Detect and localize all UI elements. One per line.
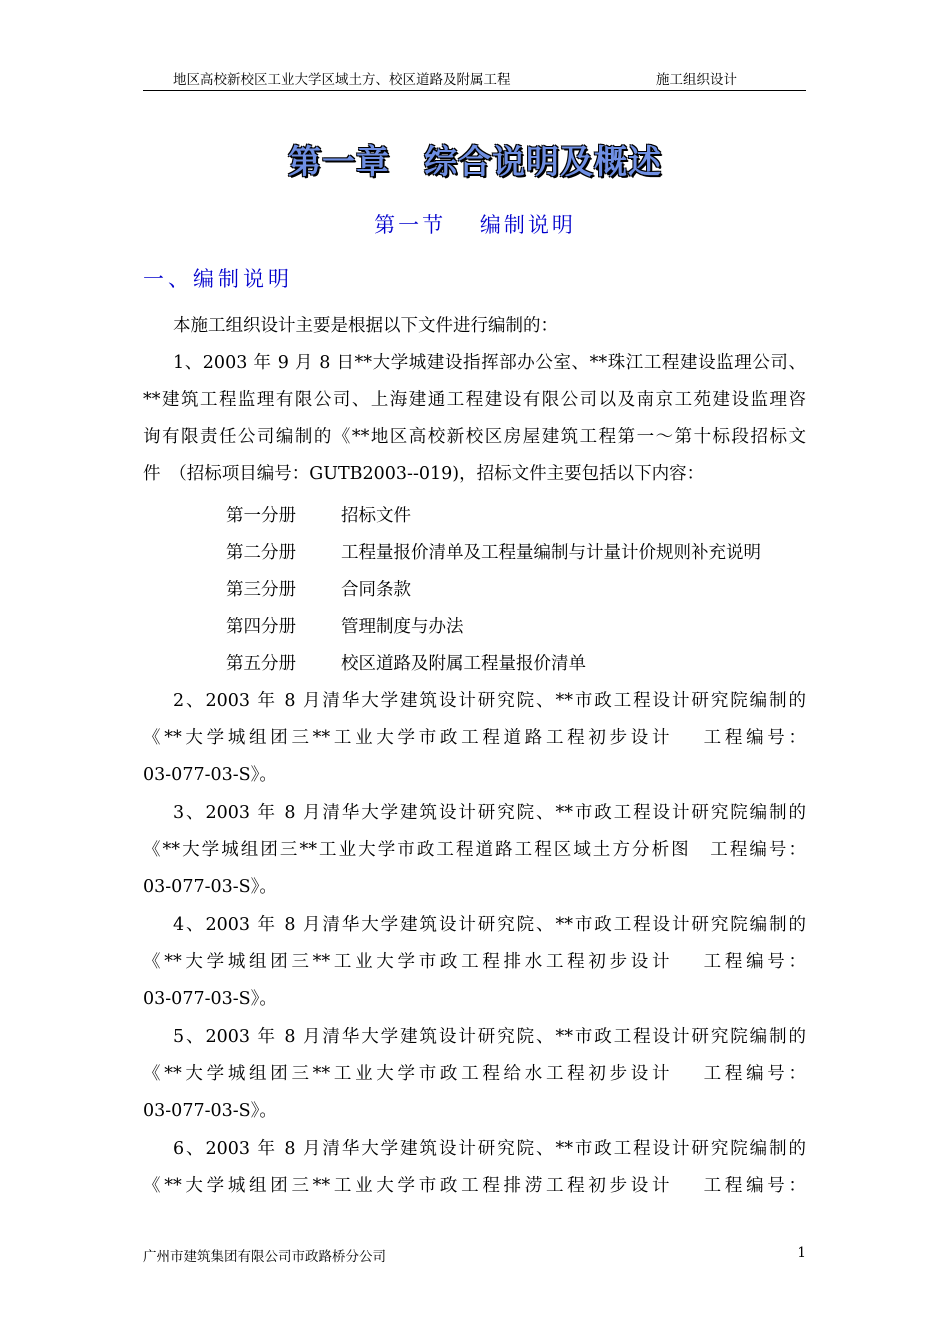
intro-line: 本施工组织设计主要是根据以下文件进行编制的： bbox=[173, 316, 558, 336]
item-2-line: 2、2003 年 8 月清华大学建筑设计研究院、**市政工程设计研究院编制的 bbox=[173, 691, 806, 711]
item-4-line: 03-077-03-S》。 bbox=[143, 989, 277, 1009]
item-4-line: 《**大学城组团三**工业大学市政工程排水工程初步设计 工程编号： bbox=[143, 952, 806, 972]
page-header bbox=[143, 66, 806, 91]
item-1-line: **建筑工程监理有限公司、上海建通工程建设有限公司以及南京工苑建设监理咨 bbox=[143, 390, 806, 410]
item-5-line: 03-077-03-S》。 bbox=[143, 1101, 277, 1121]
volume-number: 第一分册 bbox=[226, 506, 296, 526]
item-2-line: 03-077-03-S》。 bbox=[143, 765, 277, 785]
page-number: 1 bbox=[797, 1245, 806, 1261]
chapter-title: 第一章 综合说明及概述 bbox=[288, 142, 662, 181]
item-1-line: 件 （招标项目编号：GUTB2003--019)，招标文件主要包括以下内容： bbox=[143, 464, 705, 484]
item-4-line: 4、2003 年 8 月清华大学建筑设计研究院、**市政工程设计研究院编制的 bbox=[173, 915, 806, 935]
volume-list bbox=[226, 498, 761, 683]
header-project-title: 地区高校新校区工业大学区域土方、校区道路及附属工程 bbox=[173, 72, 511, 88]
item-6-line: 6、2003 年 8 月清华大学建筑设计研究院、**市政工程设计研究院编制的 bbox=[173, 1139, 806, 1159]
volume-number: 第三分册 bbox=[226, 580, 296, 600]
list-item bbox=[226, 535, 761, 572]
volume-number: 第四分册 bbox=[226, 617, 296, 637]
subsection-heading: 一、编制说明 bbox=[143, 267, 293, 291]
item-2-paragraph bbox=[143, 683, 806, 794]
item-5-line: 《**大学城组团三**工业大学市政工程给水工程初步设计 工程编号： bbox=[143, 1064, 806, 1084]
volume-title: 管理制度与办法 bbox=[341, 617, 464, 637]
intro-paragraph bbox=[143, 308, 806, 345]
volume-number: 第二分册 bbox=[226, 543, 296, 563]
item-2-line: 《**大学城组团三**工业大学市政工程道路工程初步设计 工程编号： bbox=[143, 728, 806, 748]
list-item bbox=[226, 572, 761, 609]
footer-company: 广州市建筑集团有限公司市政路桥分公司 bbox=[143, 1249, 386, 1265]
item-1-line: 询有限责任公司编制的《**地区高校新校区房屋建筑工程第一～第十标段招标文 bbox=[143, 427, 806, 447]
item-5-paragraph bbox=[143, 1019, 806, 1130]
item-3-line: 3、2003 年 8 月清华大学建筑设计研究院、**市政工程设计研究院编制的 bbox=[173, 803, 806, 823]
volume-title: 招标文件 bbox=[341, 506, 411, 526]
item-6-paragraph bbox=[143, 1131, 806, 1205]
volume-title: 工程量报价清单及工程量编制与计量计价规则补充说明 bbox=[341, 543, 761, 563]
volume-title: 合同条款 bbox=[341, 580, 411, 600]
section-title: 第一节 编制说明 bbox=[374, 213, 576, 237]
item-3-line: 03-077-03-S》。 bbox=[143, 877, 277, 897]
item-1-line: 1、2003 年 9 月 8 日**大学城建设指挥部办公室、**珠江工程建设监理公司、 bbox=[173, 353, 806, 373]
volume-number: 第五分册 bbox=[226, 654, 296, 674]
item-4-paragraph bbox=[143, 907, 806, 1018]
list-item bbox=[226, 609, 761, 646]
item-5-line: 5、2003 年 8 月清华大学建筑设计研究院、**市政工程设计研究院编制的 bbox=[173, 1027, 806, 1047]
item-3-line: 《**大学城组团三**工业大学市政工程道路工程区域土方分析图 工程编号： bbox=[143, 840, 806, 860]
list-item bbox=[226, 646, 761, 683]
header-document-type: 施工组织设计 bbox=[656, 72, 737, 88]
item-1-paragraph bbox=[143, 345, 806, 493]
item-6-line: 《**大学城组团三**工业大学市政工程排涝工程初步设计 工程编号： bbox=[143, 1176, 806, 1196]
item-3-paragraph bbox=[143, 795, 806, 906]
volume-title: 校区道路及附属工程量报价清单 bbox=[341, 654, 586, 674]
list-item bbox=[226, 498, 761, 535]
page-footer bbox=[143, 1245, 806, 1265]
